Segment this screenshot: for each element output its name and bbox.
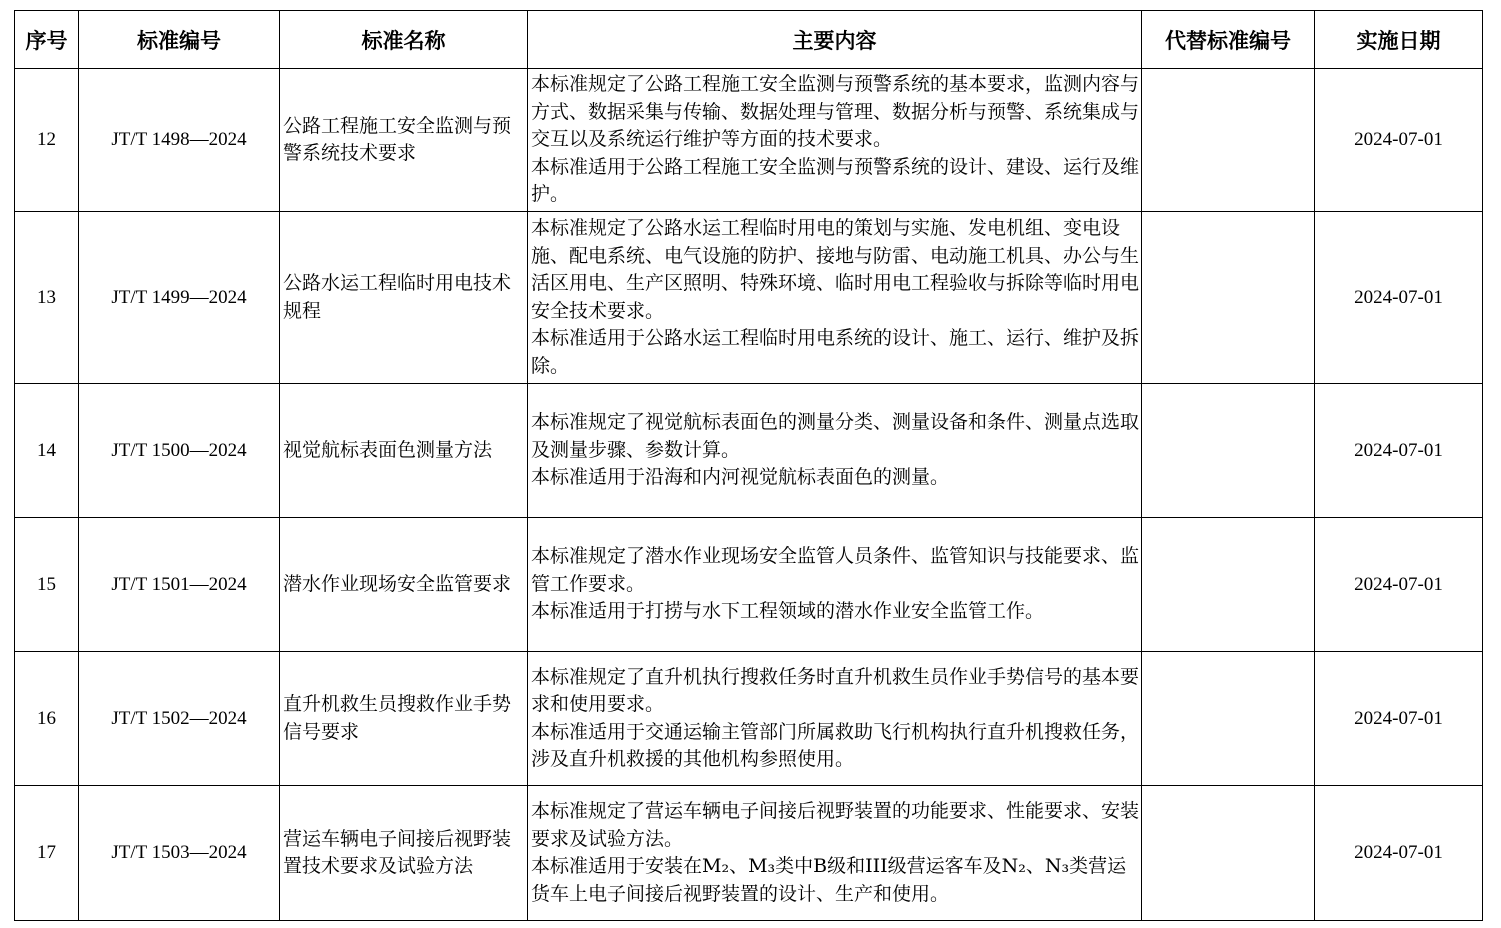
cell-no: 15: [15, 518, 79, 652]
cell-content: [528, 69, 1142, 212]
content-scope: 本标准规定了潜水作业现场安全监管人员条件、监管知识与技能要求、监管工作要求。: [531, 545, 1140, 595]
header-name: 标准名称: [280, 11, 528, 69]
table-row: [15, 69, 1483, 212]
header-date: 实施日期: [1315, 11, 1483, 69]
cell-content: [528, 384, 1142, 518]
cell-code: JT/T 1503—2024: [79, 786, 280, 921]
content-applicability: 本标准适用于打捞与水下工程领域的潜水作业安全监管工作。: [531, 600, 1045, 623]
cell-name: 公路水运工程临时用电技术规程: [280, 212, 528, 384]
table-row: [15, 652, 1483, 786]
cell-date: 2024-07-01: [1315, 518, 1483, 652]
cell-date: 2024-07-01: [1315, 786, 1483, 921]
cell-no: 17: [15, 786, 79, 921]
content-scope: 本标准规定了公路工程施工安全监测与预警系统的基本要求，监测内容与方式、数据采集与传输、数据处理与管理、数据分析与预警、系统集成与交互以及系统运行维护等方面的技术要求。: [531, 73, 1140, 151]
content-scope: 本标准规定了视觉航标表面色的测量分类、测量设备和条件、测量点选取及测量步骤、参数计算。: [531, 411, 1140, 461]
cell-replace: [1142, 69, 1315, 212]
cell-date: 2024-07-01: [1315, 212, 1483, 384]
cell-content: [528, 786, 1142, 921]
cell-content: [528, 652, 1142, 786]
cell-no: 14: [15, 384, 79, 518]
cell-replace: [1142, 786, 1315, 921]
cell-name: 营运车辆电子间接后视野装置技术要求及试验方法: [280, 786, 528, 921]
table-row: [15, 786, 1483, 921]
cell-no: 12: [15, 69, 79, 212]
cell-date: 2024-07-01: [1315, 652, 1483, 786]
cell-replace: [1142, 212, 1315, 384]
cell-name: 公路工程施工安全监测与预警系统技术要求: [280, 69, 528, 212]
content-applicability: 本标准适用于安装在M₂、M₃类中B级和III级营运客车及N₂、N₃类营运货车上电子间接后视野装置的设计、生产和使用。: [531, 855, 1127, 905]
table-row: [15, 518, 1483, 652]
content-applicability: 本标准适用于沿海和内河视觉航标表面色的测量。: [531, 466, 950, 489]
content-scope: 本标准规定了公路水运工程临时用电的策划与实施、发电机组、变电设施、配电系统、电气设施的防护、接地与防雷、电动施工机具、办公与生活区用电、生产区照明、特殊环境、临时用电工程验收与拆除等临时用电安全技术要求。: [531, 217, 1140, 322]
cell-code: JT/T 1500—2024: [79, 384, 280, 518]
standards-table: [14, 10, 1483, 921]
cell-content: [528, 212, 1142, 384]
cell-replace: [1142, 384, 1315, 518]
header-content: 主要内容: [528, 11, 1142, 69]
header-replace: 代替标准编号: [1142, 11, 1315, 69]
header-code: 标准编号: [79, 11, 280, 69]
content-applicability: 本标准适用于公路工程施工安全监测与预警系统的设计、建设、运行及维护。: [531, 155, 1140, 206]
cell-no: 13: [15, 212, 79, 384]
content-applicability: 本标准适用于公路水运工程临时用电系统的设计、施工、运行、维护及拆除。: [531, 327, 1140, 377]
cell-name: 潜水作业现场安全监管要求: [280, 518, 528, 652]
header-no: 序号: [15, 11, 79, 69]
cell-name: 视觉航标表面色测量方法: [280, 384, 528, 518]
cell-code: JT/T 1498—2024: [79, 69, 280, 212]
cell-code: JT/T 1499—2024: [79, 212, 280, 384]
cell-date: 2024-07-01: [1315, 69, 1483, 212]
table-header-row: [15, 11, 1483, 69]
cell-code: JT/T 1501—2024: [79, 518, 280, 652]
cell-content: [528, 518, 1142, 652]
cell-no: 16: [15, 652, 79, 786]
table-row: [15, 384, 1483, 518]
cell-replace: [1142, 652, 1315, 786]
content-applicability: 本标准适用于交通运输主管部门所属救助飞行机构执行直升机搜救任务，涉及直升机救援的其他机构参照使用。: [531, 720, 1140, 770]
cell-name: 直升机救生员搜救作业手势信号要求: [280, 652, 528, 786]
content-scope: 本标准规定了直升机执行搜救任务时直升机救生员作业手势信号的基本要求和使用要求。: [531, 665, 1140, 715]
cell-code: JT/T 1502—2024: [79, 652, 280, 786]
cell-replace: [1142, 518, 1315, 652]
cell-date: 2024-07-01: [1315, 384, 1483, 518]
content-scope: 本标准规定了营运车辆电子间接后视野装置的功能要求、性能要求、安装要求及试验方法。: [531, 800, 1140, 850]
table-row: [15, 212, 1483, 384]
